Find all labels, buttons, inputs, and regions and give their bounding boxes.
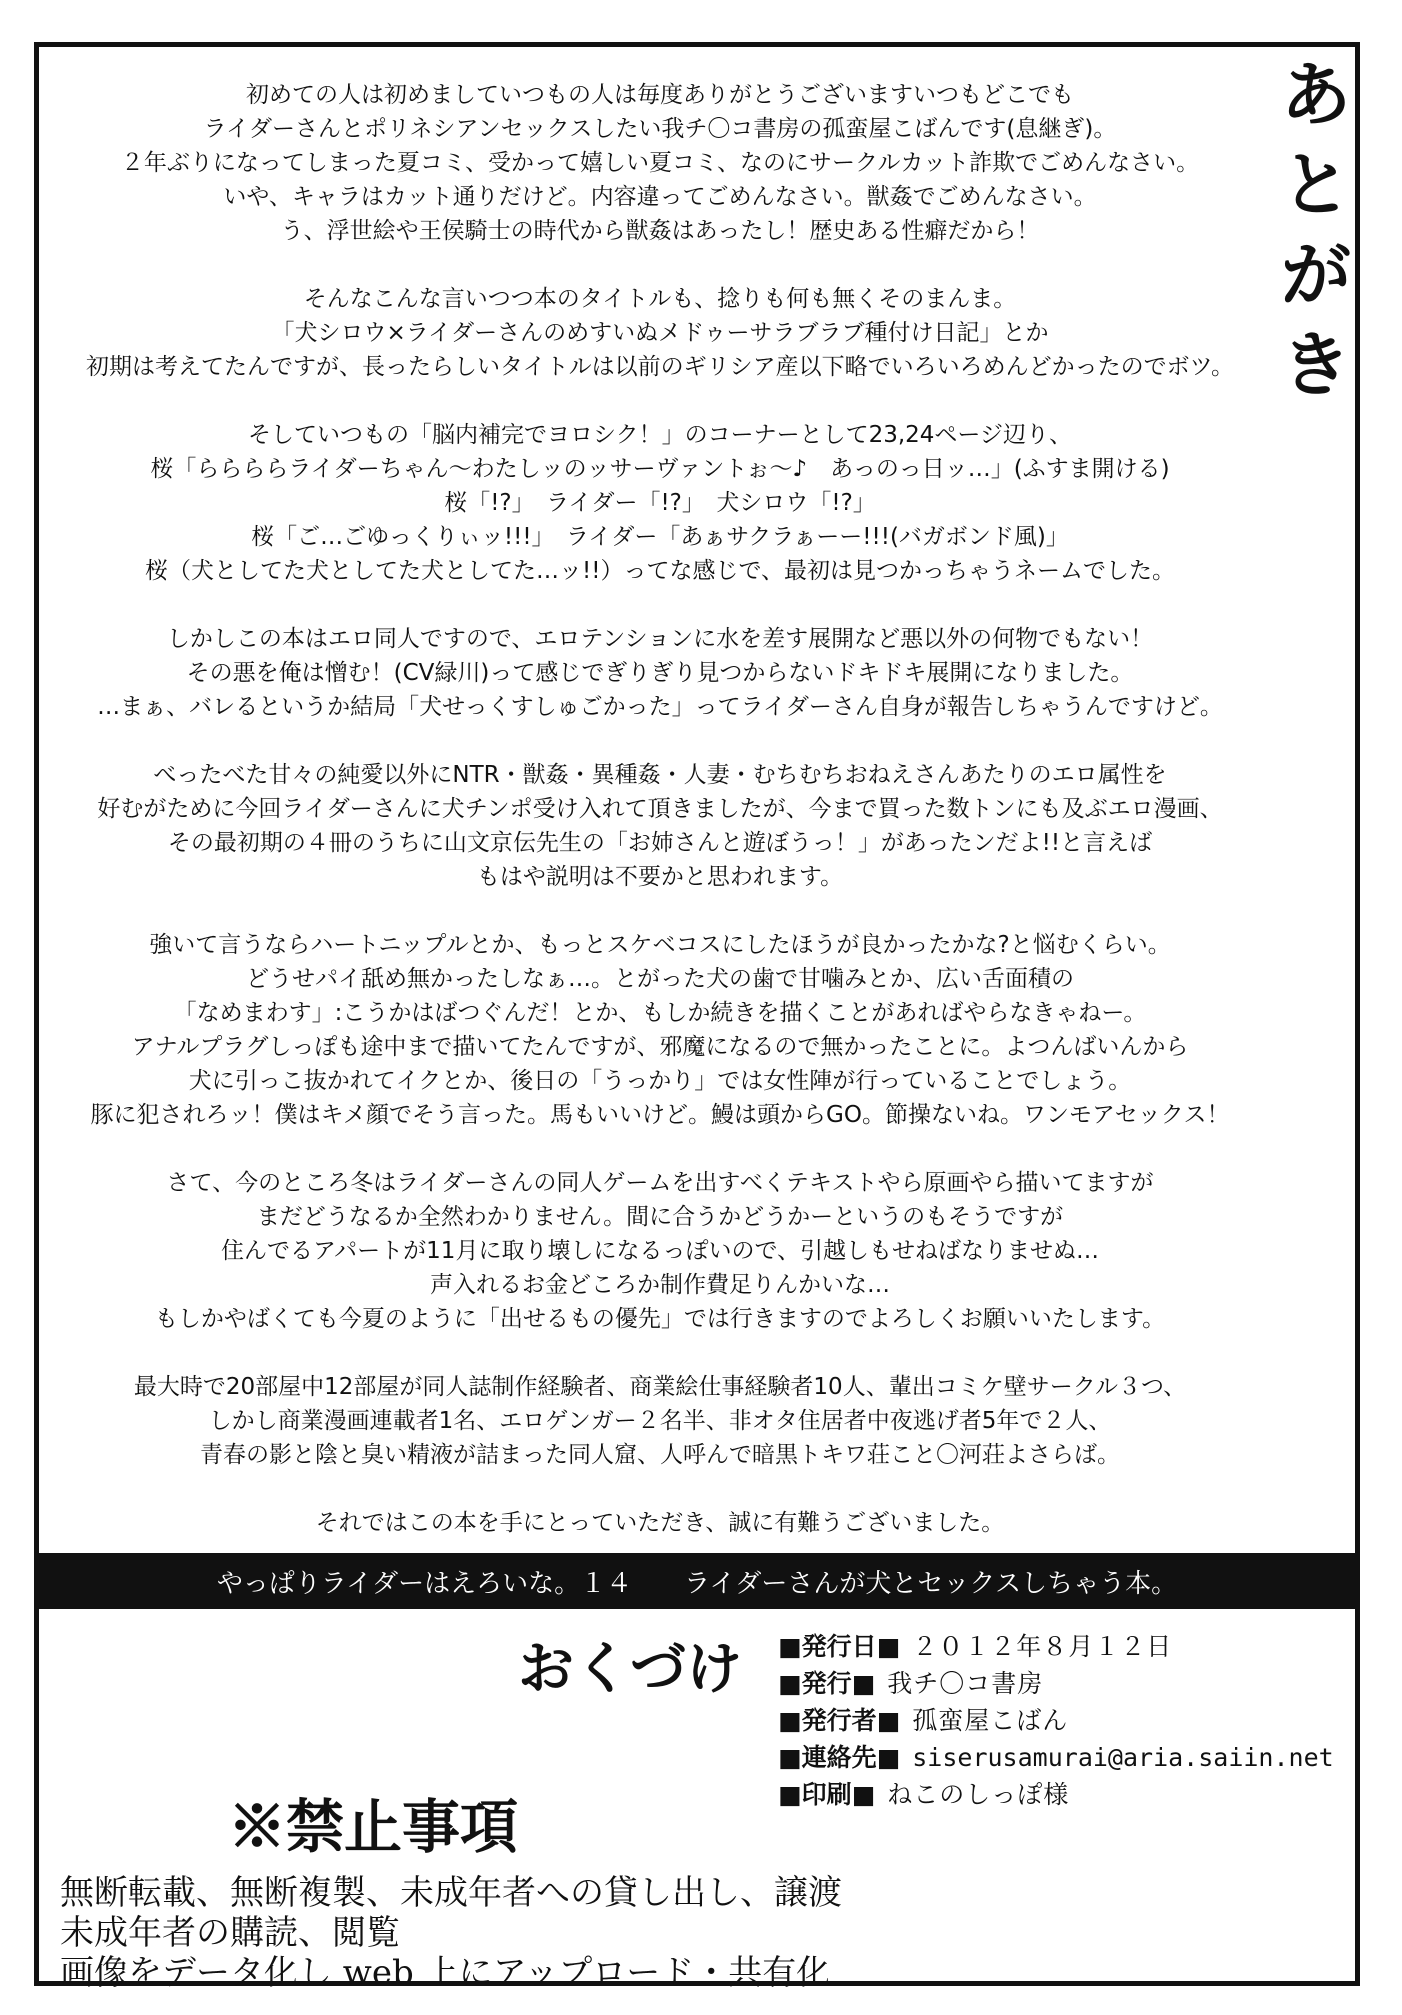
text-line: 「犬シロウ×ライダーさんのめすいぬメドゥーサラブラブ種付け日記」とか xyxy=(271,320,1049,346)
paragraph-gap xyxy=(60,894,1260,928)
text-line: それではこの本を手にとっていただき、誠に有難うございました。 xyxy=(315,1510,1005,1536)
text-line: べったべた甘々の純愛以外にNTR・獣姦・異種姦・人妻・むちむちおねえさんあたりのエロ属性を xyxy=(153,762,1167,788)
paragraph-gap xyxy=(60,588,1260,622)
colophon-value: 我チ〇コ書房 xyxy=(887,1669,1044,1698)
colophon xyxy=(778,1628,1334,1813)
text-line: 桜「ご…ごゆっくりぃッ!!!」 ライダー「あぁサクラぁーー!!!(バガボンド風)」 xyxy=(251,524,1069,550)
text-line: 初期は考えてたんですが、長ったらしいタイトルは以前のギリシア産以下略でいろいろめんどかったのでボツ。 xyxy=(86,354,1234,380)
colophon-key: ■連絡先■ xyxy=(778,1743,901,1772)
text-line: 桜（犬としてた犬としてた犬としてた…ッ!!）ってな感じで、最初は見つかっちゃうネームでした。 xyxy=(145,558,1175,584)
afterword-paragraph xyxy=(60,1506,1260,1540)
text-line: そしていつもの「脳内補完でヨロシク！」のコーナーとして23,24ページ辺り、 xyxy=(248,422,1072,448)
text-line: もはや説明は不要かと思われます。 xyxy=(476,864,844,890)
colophon-row-printer xyxy=(778,1776,1334,1813)
prohibition-line: 未成年者の購読、閲覧 xyxy=(60,1913,400,1953)
paragraph-gap xyxy=(60,1472,1260,1506)
afterword-paragraph xyxy=(60,622,1260,724)
text-line: う、浮世絵や王侯騎士の時代から獣姦はあったし！歴史ある性癖だから！ xyxy=(280,218,1040,244)
book-title-banner: やっぱりライダーはえろいな。１４ ライダーさんが犬とセックスしちゃう本。 xyxy=(39,1553,1355,1609)
colophon-value: ２０１２年８月１２日 xyxy=(912,1632,1173,1661)
afterword-paragraph xyxy=(60,418,1260,588)
text-line: そんなこんな言いつつ本のタイトルも、捻りも何も無くそのまんま。 xyxy=(303,286,1017,312)
afterword-body xyxy=(60,78,1260,1540)
colophon-key: ■発行日■ xyxy=(778,1632,901,1661)
text-line: 「なめまわす」:こうかはばつぐんだ！とか、もしか続きを描くことがあればやらなきゃねー。 xyxy=(173,1000,1147,1026)
colophon-row-publisher xyxy=(778,1665,1334,1702)
text-line: …まぁ、バレるというか結局「犬せっくすしゅごかった」ってライダーさん自身が報告しちゃうんですけど。 xyxy=(97,694,1223,720)
colophon-title: おくづけ xyxy=(518,1637,742,1702)
colophon-key: ■印刷■ xyxy=(778,1780,876,1809)
text-line: 犬に引っこ抜かれてイクとか、後日の「うっかり」では女性陣が行っていることでしょう。 xyxy=(188,1068,1132,1094)
afterword-paragraph xyxy=(60,1166,1260,1336)
prohibition-line: 無断転載、無断複製、未成年者への貸し出し、譲渡 xyxy=(60,1873,842,1913)
contact-email: siserusamurai@aria.saiin.net xyxy=(912,1743,1334,1772)
text-line: もしかやばくても今夏のように「出せるもの優先」では行きますのでよろしくお願いいたします。 xyxy=(154,1306,1166,1332)
paragraph-gap xyxy=(60,1336,1260,1370)
title-char: き xyxy=(1281,324,1351,406)
text-line: 桜「ららららライダーちゃん～わたしッのッサーヴァントぉ～♪ あっのっ日ッ…」(ふすま開ける) xyxy=(150,456,1170,482)
text-line: 最大時で20部屋中12部屋が同人誌制作経験者、商業絵仕事経験者10人、輩出コミケ壁サークル３つ、 xyxy=(133,1374,1187,1400)
afterword-paragraph xyxy=(60,282,1260,384)
colophon-value: 孤蛮屋こばん xyxy=(912,1706,1069,1735)
afterword-paragraph xyxy=(60,1370,1260,1472)
text-line: 桜「!?」 ライダー「!?」 犬シロウ「!?」 xyxy=(444,490,876,516)
text-line: ２年ぶりになってしまった夏コミ、受かって嬉しい夏コミ、なのにサークルカット詐欺でごめんなさい。 xyxy=(120,150,1200,176)
paragraph-gap xyxy=(60,248,1260,282)
text-line: 強いて言うならハートニップルとか、もっとスケベコスにしたほうが良かったかな?と悩むくらい。 xyxy=(149,932,1171,958)
text-line: 初めての人は初めましていつもの人は毎度ありがとうございますいつもどこでも xyxy=(246,82,1074,108)
prohibition-line: 画像をデータ化し web 上にアップロード・共有化 xyxy=(60,1953,831,1993)
colophon-row-author xyxy=(778,1702,1334,1739)
text-line: さて、今のところ冬はライダーさんの同人ゲームを出すべくテキストやら原画やら描いてますが xyxy=(166,1170,1154,1196)
colophon-row-contact xyxy=(778,1739,1334,1776)
text-line: 声入れるお金どころか制作費足りんかいな… xyxy=(430,1272,890,1298)
afterword-paragraph xyxy=(60,78,1260,248)
text-line: 住んでるアパートが11月に取り壊しになるっぽいので、引越しもせねばなりませぬ… xyxy=(221,1238,1099,1264)
title-char: あ xyxy=(1281,54,1351,136)
text-line: アナルプラグしっぽも途中まで描いてたんですが、邪魔になるので無かったことに。よつんばいんから xyxy=(131,1034,1189,1060)
paragraph-gap xyxy=(60,1132,1260,1166)
text-line: どうせパイ舐め無かったしなぁ…。とがった犬の歯で甘噛みとか、広い舌面積の xyxy=(246,966,1074,992)
colophon-key: ■発行■ xyxy=(778,1669,876,1698)
text-line: 青春の影と陰と臭い精液が詰まった同人窟、人呼んで暗黒トキワ荘こと〇河荘よさらば。 xyxy=(200,1442,1120,1468)
prohibitions-title: ※禁止事項 xyxy=(228,1793,519,1861)
paragraph-gap xyxy=(60,384,1260,418)
text-line: ライダーさんとポリネシアンセックスしたい我チ〇コ書房の孤蛮屋こばんです(息継ぎ)。 xyxy=(203,116,1117,142)
afterword-title xyxy=(1272,50,1360,410)
text-line: いや、キャラはカット通りだけど。内容違ってごめんなさい。獣姦でごめんなさい。 xyxy=(223,184,1097,210)
text-line: しかしこの本はエロ同人ですので、エロテンションに水を差す展開など悪以外の何物でもない！ xyxy=(166,626,1154,652)
text-line: その悪を俺は憎む！(CV緑川)って感じでぎりぎり見つからないドキドキ展開になりました。 xyxy=(186,660,1134,686)
text-line: まだどうなるか全然わかりません。間に合うかどうかーというのもそうですが xyxy=(256,1204,1064,1230)
colophon-value: ねこのしっぽ様 xyxy=(887,1780,1070,1809)
colophon-row-date xyxy=(778,1628,1334,1665)
text-line: 好むがために今回ライダーさんに犬チンポ受け入れて頂きましたが、今まで買った数トンにも及ぶエロ漫画、 xyxy=(97,796,1223,822)
paragraph-gap xyxy=(60,724,1260,758)
afterword-paragraph xyxy=(60,928,1260,1132)
afterword-paragraph xyxy=(60,758,1260,894)
colophon-key: ■発行者■ xyxy=(778,1706,901,1735)
title-char: が xyxy=(1281,234,1351,316)
text-line: 豚に犯されろッ！僕はキメ顔でそう言った。馬もいいけど。鰻は頭からGO。節操ないね。ワンモアセックス！ xyxy=(90,1102,1230,1128)
text-line: その最初期の４冊のうちに山文京伝先生の「お姉さんと遊ぼうっ！」があったンだよ!!と言えば xyxy=(167,830,1153,856)
prohibitions-list xyxy=(60,1873,842,1993)
title-char: と xyxy=(1281,144,1351,226)
text-line: しかし商業漫画連載者1名、エロゲンガー２名半、非オタ住居者中夜逃げ者5年で２人、 xyxy=(208,1408,1112,1434)
